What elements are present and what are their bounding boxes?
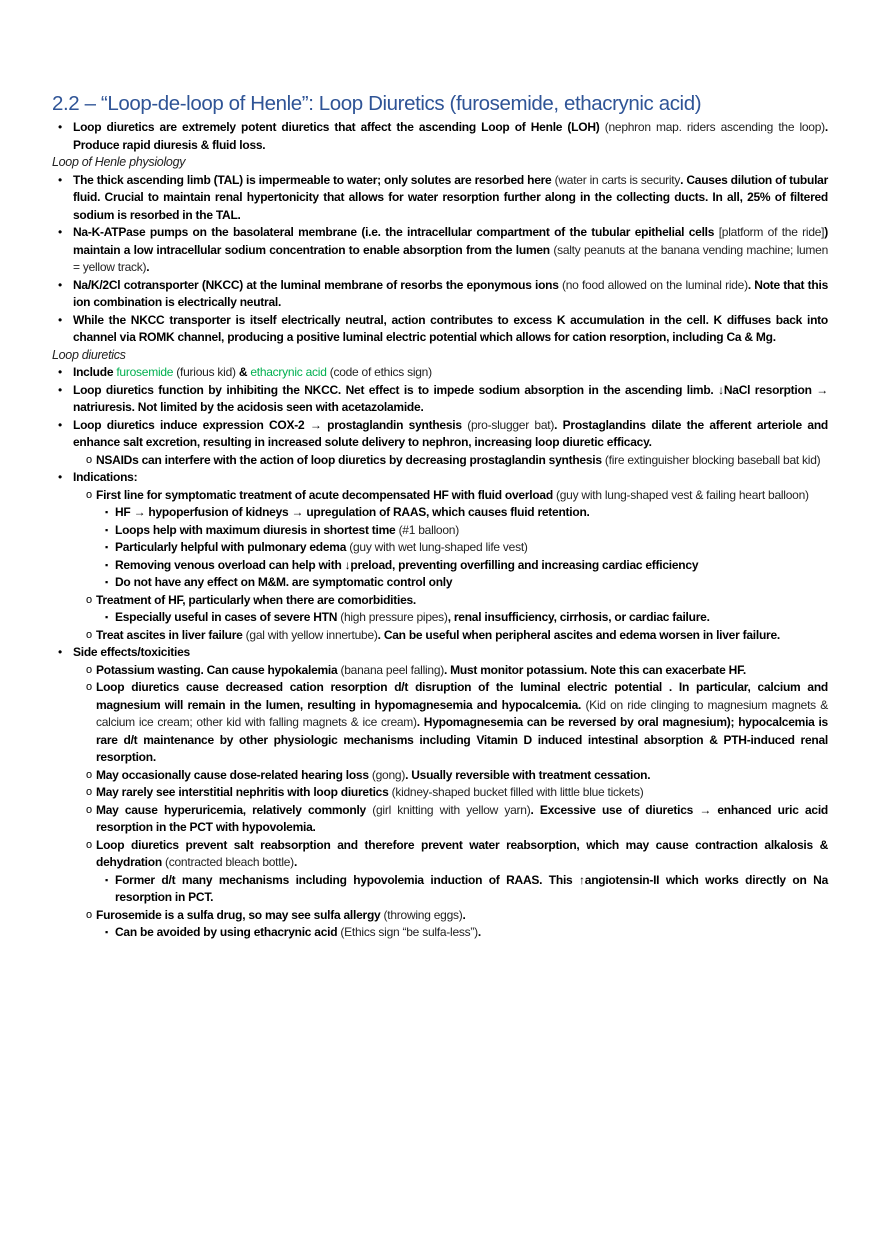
bold-text: Former d/t many mechanisms including hypovolemia induction of RAAS. This ↑angiotensin-II which works directly on Na resorption in PCT. <box>115 872 828 904</box>
bold-text: Treatment of HF, particularly when there are comorbidities. <box>96 592 417 607</box>
bold-text: First line for symptomatic treatment of acute decompensated HF with fluid overload <box>96 487 556 502</box>
circle-bullet-icon: o <box>86 628 92 641</box>
bold-text: Loop diuretics induce expression COX-2 → prostaglandin synthesis <box>73 417 468 432</box>
list-item <box>105 557 828 575</box>
list-item <box>105 539 828 557</box>
circle-bullet-icon: o <box>86 838 92 851</box>
circle-bullet-icon: o <box>86 908 92 921</box>
mnemonic-text: (kidney-shaped bucket filled with little blue tickets) <box>391 785 644 799</box>
bold-text: . Can be useful when peripheral ascites and edema worsen in liver failure. <box>377 627 780 642</box>
list-item <box>86 907 828 925</box>
bold-text: Potassium wasting. Can cause hypokalemia <box>96 662 341 677</box>
bold-text: Include <box>73 365 117 379</box>
list-item <box>58 382 828 417</box>
section-heading <box>52 154 828 172</box>
drug-name: ethacrynic acid <box>250 365 327 379</box>
bullet-icon: • <box>58 365 62 379</box>
bullet-icon: • <box>58 417 62 432</box>
mnemonic-text: (throwing eggs) <box>383 907 463 922</box>
bold-text: Treat ascites in liver failure <box>96 627 246 642</box>
list-item <box>86 679 829 767</box>
list-item <box>86 487 828 505</box>
mnemonic-text: Loop of Henle physiology <box>52 155 186 169</box>
mnemonic-text: [platform of the ride] <box>718 225 825 239</box>
bold-text: , renal insufficiency, cirrhosis, or cardiac failure. <box>447 610 710 624</box>
bold-text: Do not have any effect on M&M. are symptomatic control only <box>115 575 453 589</box>
list-item <box>105 574 828 592</box>
list-item <box>58 417 828 452</box>
bullet-icon: • <box>58 382 62 397</box>
list-item <box>58 119 828 154</box>
list-item <box>86 784 828 802</box>
circle-bullet-icon: o <box>86 663 92 676</box>
circle-bullet-icon: o <box>86 786 92 798</box>
circle-bullet-icon: o <box>86 488 92 501</box>
page-title: 2.2 – “Loop-de-loop of Henle”: Loop Diuretics (furosemide, ethacrynic acid) <box>52 92 702 115</box>
document-body <box>52 119 828 942</box>
square-bullet-icon: ▪ <box>105 542 108 552</box>
bold-text: . <box>462 907 466 922</box>
bullet-icon: • <box>58 225 62 239</box>
list-item <box>58 312 828 347</box>
bullet-icon: • <box>58 277 62 292</box>
circle-bullet-icon: o <box>86 681 92 693</box>
bold-text: & <box>238 365 251 379</box>
mnemonic-text: (Kid on ride clinging to magnesium magnets & calcium ice cream; other kid with falling magnets & ice cream) <box>96 697 829 729</box>
mnemonic-text: (pro-slugger bat) <box>467 417 555 432</box>
list-item <box>86 452 828 470</box>
bullet-icon: • <box>58 470 62 484</box>
bold-text: . Excessive use of diuretics → enhanced uric acid resorption in the PCT with hypovolemia. <box>96 802 828 834</box>
bold-text: Loop diuretics are extremely potent diuretics that affect the ascending Loop of Henle (LOH) <box>73 120 605 134</box>
list-item <box>58 224 829 277</box>
mnemonic-text: (#1 balloon) <box>398 522 459 537</box>
list-item <box>105 522 828 540</box>
bold-text: May rarely see interstitial nephritis with loop diuretics <box>96 785 392 799</box>
bold-text: Indications: <box>73 470 138 484</box>
bold-text: NSAIDs can interfere with the action of loop diuretics by decreasing prostaglandin synthesis <box>96 452 605 467</box>
drug-name: furosemide <box>116 365 174 379</box>
bold-text: . <box>477 925 481 939</box>
bold-text: . Hypomagnesemia can be reversed by oral magnesium); hypocalcemia is rare d/t maintenance by other physiologic mechanisms including Vitamin D induced intestinal absorption & PTH-induced renal resorption. <box>96 715 828 764</box>
square-bullet-icon: ▪ <box>105 927 108 937</box>
bold-text: . <box>293 855 298 869</box>
bold-text: May cause hyperuricemia, relatively commonly <box>96 802 373 817</box>
bold-text: . Prostaglandins dilate the afferent arteriole and enhance salt excretion, resulting in increased solute delivery to nephron, increasing loop diuretic efficacy. <box>73 417 828 449</box>
list-item <box>86 592 828 610</box>
bold-text: . <box>146 260 150 274</box>
list-item <box>58 364 828 382</box>
square-bullet-icon: ▪ <box>105 559 108 570</box>
bold-text: . Causes dilution of tubular fluid. Crucial to maintain renal hypertonicity that allows for water resorption further along in the collecting ducts. In all, 25% of filtered sodium is resorbed in the TAL. <box>73 172 829 222</box>
bold-text: May occasionally cause dose-related hearing loss <box>96 767 372 782</box>
bold-text: Furosemide is a sulfa drug, so may see sulfa allergy <box>96 907 384 922</box>
bold-text: Can be avoided by using ethacrynic acid <box>115 925 341 939</box>
mnemonic-text: (guy with wet lung-shaped life vest) <box>349 540 528 554</box>
list-item <box>58 172 829 225</box>
bold-text: . Usually reversible with treatment cessation. <box>405 767 651 782</box>
mnemonic-text: (water in carts is security <box>554 172 681 187</box>
mnemonic-text: (banana peel falling) <box>340 662 445 677</box>
bold-text: Na/K/2Cl cotransporter (NKCC) at the luminal membrane of resorbs the eponymous ions <box>73 277 563 292</box>
bold-text: Removing venous overload can help with ↓preload, preventing overfilling and increasing cardiac efficiency <box>115 557 699 572</box>
mnemonic-text: (guy with lung-shaped vest & failing heart balloon) <box>556 487 809 502</box>
bold-text: Particularly helpful with pulmonary edema <box>115 540 350 554</box>
list-item <box>86 837 828 872</box>
bullet-icon: • <box>58 120 62 134</box>
list-item <box>105 924 828 942</box>
bold-text: ) maintain a low intracellular sodium concentration to enable absorption from the lumen <box>73 225 829 257</box>
square-bullet-icon: ▪ <box>105 612 108 622</box>
list-item <box>58 644 828 662</box>
circle-bullet-icon: o <box>86 593 92 606</box>
mnemonic-text: (girl knitting with yellow yarn) <box>372 802 531 817</box>
bold-text: . Produce rapid diuresis & fluid loss. <box>73 120 828 152</box>
bullet-icon: • <box>58 312 62 327</box>
section-heading <box>52 347 828 365</box>
bold-text: Loop diuretics prevent salt reabsorption and therefore prevent water reabsorption, which may cause contraction alkalosis & dehydration <box>96 837 828 869</box>
mnemonic-text: (gong) <box>371 767 406 782</box>
list-item <box>105 609 828 627</box>
bold-text: Loops help with maximum diuresis in shortest time <box>115 522 399 537</box>
square-bullet-icon: ▪ <box>105 524 108 535</box>
bullet-icon: • <box>58 172 62 187</box>
list-item <box>58 277 828 312</box>
circle-bullet-icon: o <box>86 453 92 466</box>
bold-text: HF → hypoperfusion of kidneys → upregulation of RAAS, which causes fluid retention. <box>115 505 590 519</box>
bold-text: Especially useful in cases of severe HTN <box>115 610 341 624</box>
circle-bullet-icon: o <box>86 768 92 781</box>
circle-bullet-icon: o <box>86 803 92 816</box>
mnemonic-text: (salty peanuts at the banana vending machine; lumen = yellow track) <box>73 242 829 274</box>
list-item <box>86 627 828 645</box>
bold-text: . Note that this ion combination is electrically neutral. <box>73 277 828 309</box>
bold-text: Loop diuretics cause decreased cation resorption d/t disruption of the luminal electric potential . In particular, calcium and magnesium will remain in the lumen, resulting in hypomagnesemia and hypocalcemia. <box>96 680 828 712</box>
mnemonic-text: (contracted bleach bottle) <box>165 855 294 869</box>
list-item <box>58 469 828 487</box>
mnemonic-text: (Ethics sign “be sulfa-less”) <box>340 925 478 939</box>
mnemonic-text: (no food allowed on the luminal ride) <box>562 277 748 292</box>
mnemonic-text: (high pressure pipes) <box>340 610 448 624</box>
mnemonic-text: (furious kid) <box>173 365 239 379</box>
mnemonic-text: (nephron map. riders ascending the loop) <box>604 120 825 134</box>
bold-text: While the NKCC transporter is itself electrically neutral, action contributes to excess K accumulation in the cell. K diffuses back into channel via ROMK channel, producing a positive luminal electric potential which allows for cation resorption, including Ca & Mg. <box>73 312 828 344</box>
bold-text: Loop diuretics function by inhibiting the NKCC. Net effect is to impede sodium absorption in the ascending limb. ↓NaCl resorption → natriuresis. Not limited by the acidosis seen with acetazolamide. <box>73 382 828 414</box>
mnemonic-text: (fire extinguisher blocking baseball bat kid) <box>604 452 821 467</box>
square-bullet-icon: ▪ <box>105 507 108 517</box>
bold-text: . Must monitor potassium. Note this can exacerbate HF. <box>444 662 746 677</box>
mnemonic-text: (code of ethics sign) <box>326 365 432 379</box>
bold-text: Na-K-ATPase pumps on the basolateral membrane (i.e. the intracellular compartment of the tubular epithelial cells <box>73 225 719 239</box>
bold-text: The thick ascending limb (TAL) is impermeable to water; only solutes are resorbed here <box>73 172 555 187</box>
list-item <box>86 662 828 680</box>
bold-text: Side effects/toxicities <box>73 645 190 659</box>
list-item <box>86 802 828 837</box>
bullet-icon: • <box>58 645 62 659</box>
mnemonic-text: Loop diuretics <box>52 347 126 362</box>
square-bullet-icon: ▪ <box>105 577 108 587</box>
list-item <box>105 872 828 907</box>
mnemonic-text: (gal with yellow innertube) <box>245 627 378 642</box>
square-bullet-icon: ▪ <box>105 874 108 885</box>
list-item <box>86 767 828 785</box>
list-item <box>105 504 828 522</box>
